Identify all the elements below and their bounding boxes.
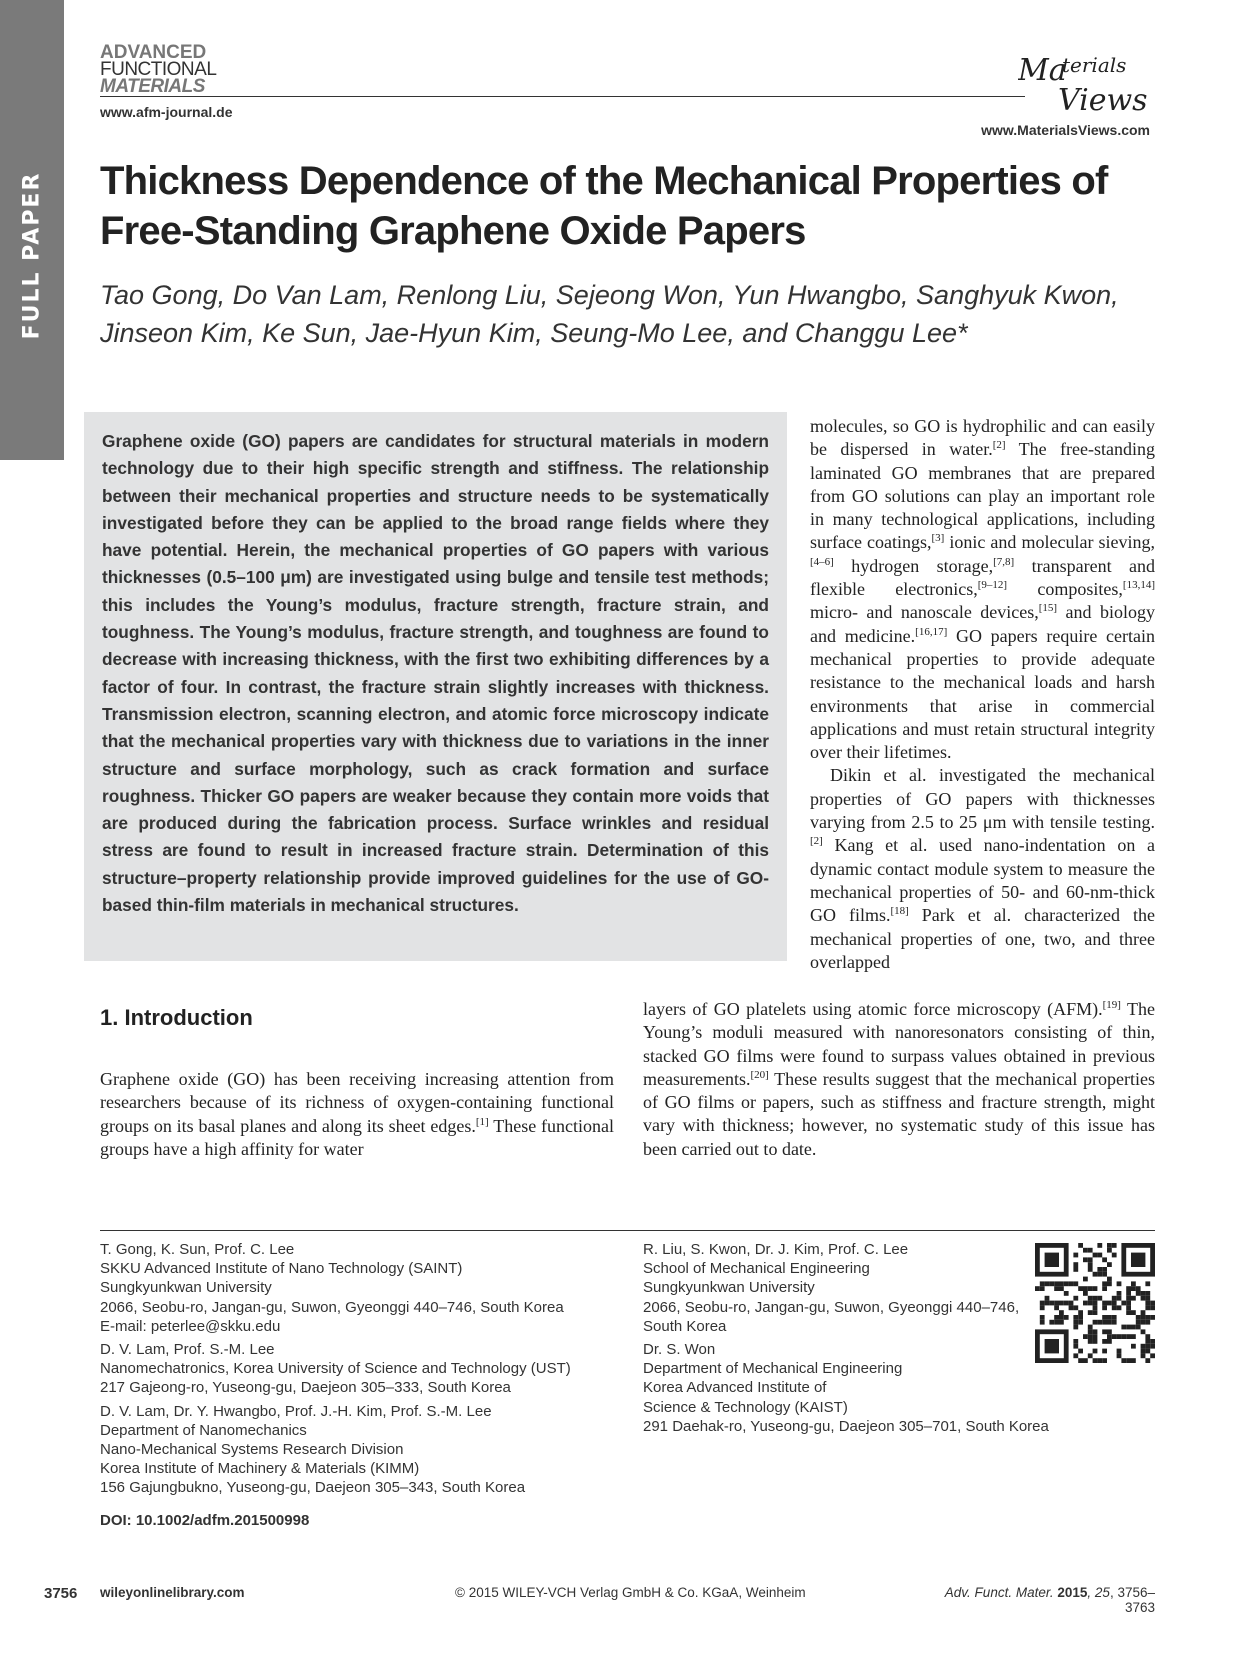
- qr-code-icon: [1035, 1243, 1155, 1363]
- affiliation-block: [100, 1340, 660, 1398]
- affiliation-line: Dr. S. Won: [643, 1341, 716, 1359]
- abstract-text: Graphene oxide (GO) papers are candidates for structural materials in modern technology due to their high specific strength and stiffness. The relationship between their mechanical properties and structure needs to be systematically investigated before they can be applied to the broad range fields where they have potential. Herein, the mechanical properties of GO papers with various thicknesses (0.5–100 μm) are investigated using bulge and tensile test methods; this includes the Young’s modulus, fracture strength, fracture strain, and toughness. The Young’s modulus, fracture strength, and toughness are found to decrease with increasing thickness, with the first two exhibiting differences by a factor of four. In contrast, the fracture strain slightly increases with thickness. Transmission electron, scanning electron, and atomic force microscopy indicate that the mechanical properties vary with thickness due to variations in the inner structure and surface morphology, such as crack formation and surface roughness. Thicker GO papers are weaker because they contain more voids that are produced during the fabrication process. Surface wrinkles and residual stress are found to result in increased fracture strain. Determination of this structure–property relationship provide improved guidelines for the use of GO-based thin-film materials in mechanical structures.: [102, 431, 769, 916]
- article-title: Thickness Dependence of the Mechanical Properties of Free-Standing Graphene Oxide Papers: [100, 159, 1108, 253]
- affiliations-right: [643, 1240, 1083, 1440]
- affiliation-line: 217 Gajeong-ro, Yuseong-gu, Daejeon 305–333, South Korea: [100, 1379, 511, 1397]
- author-list: Tao Gong, Do Van Lam, Renlong Liu, Sejeong Won, Yun Hwangbo, Sanghyuk Kwon, Jinseon Kim, Ke Sun, Jae-Hyun Kim, Seung-Mo Lee, and Changgu Lee*: [100, 280, 1119, 348]
- footer-copyright: © 2015 WILEY-VCH Verlag GmbH & Co. KGaA, Weinheim: [455, 1585, 806, 1600]
- affiliation-line: Korea Institute of Machinery & Materials (KIMM): [100, 1460, 420, 1478]
- affiliation-line: Department of Mechanical Engineering: [643, 1360, 903, 1378]
- body-column-right-lower: [643, 998, 1155, 1161]
- page-number: 3756: [44, 1585, 78, 1602]
- section-label: FULL PAPER: [19, 171, 45, 339]
- affiliation-line: 2066, Seobu-ro, Jangan-gu, Suwon, Gyeonggi 440–746, South Korea: [100, 1298, 564, 1316]
- affiliation-line: Nanomechatronics, Korea University of Science and Technology (UST): [100, 1360, 571, 1378]
- header-rule: [100, 96, 1025, 97]
- affiliation-block: [643, 1340, 1083, 1436]
- affiliation-line: Science & Technology (KAIST): [643, 1398, 848, 1416]
- affiliation-block: [100, 1402, 660, 1498]
- affiliations-rule: [100, 1230, 1155, 1231]
- affiliation-line: Sungkyunkwan University: [643, 1279, 815, 1297]
- affiliation-line: Sungkyunkwan University: [100, 1279, 272, 1297]
- affiliation-line: R. Liu, S. Kwon, Dr. J. Kim, Prof. C. Lee: [643, 1241, 909, 1258]
- journal-url[interactable]: www.afm-journal.de: [100, 104, 233, 120]
- affiliation-line: E-mail: peterlee@skku.edu: [100, 1317, 281, 1335]
- affiliation-line: Department of Nanomechanics: [100, 1421, 307, 1439]
- affiliation-line: Korea Advanced Institute of: [643, 1379, 827, 1397]
- body-column-left: Graphene oxide (GO) has been receiving increasing attention from researchers because of its richness of oxygen-containing functional groups on its basal planes and along its sheet edges.[1] These functional groups have a high affinity for water: [100, 1069, 614, 1159]
- body-paragraph: molecules, so GO is hydrophilic and can easily be dispersed in water.[2] The free-standing laminated GO membranes that are prepared from GO solutions can play an important role in many technological applications, including surface coatings,[3] ionic and molecular sieving,[4–6] hydrogen storage,[7,8] transparent and flexible electronics,[9–12] composites,[13,14] micro- and nanoscale devices,[15] and biology and medicine.[16,17] GO papers require certain mechanical properties to provide adequate resistance to the mechanical loads and harsh environments that arise in commercial applications and must retain structural integrity over their lifetimes.: [810, 416, 1156, 763]
- body-paragraph: layers of GO platelets using atomic force microscopy (AFM).[19] The Young’s moduli measured with nanoresonators consisting of thin, stacked GO films were found to surpass values obtained in previous measurements.[20] These results suggest that the mechanical properties of GO films or papers, such as stiffness and fracture strength, might vary with thickness; however, no systematic study of this issue has been carried out to date.: [643, 999, 1155, 1159]
- section-heading: 1. Introduction: [100, 1005, 253, 1030]
- affiliation-line: School of Mechanical Engineering: [643, 1260, 870, 1278]
- doi[interactable]: DOI: 10.1002/adfm.201500998: [100, 1512, 310, 1529]
- footer-citation: Adv. Funct. Mater. 2015, 25, 3756–3763: [944, 1585, 1155, 1615]
- affiliation-line: 291 Daehak-ro, Yuseong-gu, Daejeon 305–701, South Korea: [643, 1417, 1049, 1435]
- publisher-url[interactable]: www.MaterialsViews.com: [981, 122, 1150, 138]
- section-sidebar: [0, 0, 64, 460]
- affiliation-line: T. Gong, K. Sun, Prof. C. Lee: [100, 1241, 295, 1258]
- materials-views-logo: [1018, 48, 1153, 120]
- svg-text:terials: terials: [1062, 53, 1127, 77]
- body-column-right: [810, 415, 1155, 974]
- affiliation-line: South Korea: [643, 1317, 727, 1335]
- svg-text:Ma: Ma: [1018, 53, 1067, 88]
- affiliation-line: SKKU Advanced Institute of Nano Technology (SAINT): [100, 1260, 463, 1278]
- body-paragraph: Dikin et al. investigated the mechanical properties of GO papers with thicknesses varying from 2.5 to 25 μm with tensile testing.[2] Kang et al. used nano-indentation on a dynamic contact module system to measure the mechanical properties of 50- and 60-nm-thick GO films.[18] Park et al. characterized the mechanical properties of one, two, and three overlapped: [810, 765, 1155, 972]
- affiliation-block: [643, 1240, 1083, 1336]
- affiliations-left: [100, 1240, 660, 1502]
- affiliation-line: D. V. Lam, Dr. Y. Hwangbo, Prof. J.-H. Kim, Prof. S.-M. Lee: [100, 1402, 492, 1420]
- svg-text:Views: Views: [1058, 83, 1148, 118]
- affiliation-line: Nano-Mechanical Systems Research Division: [100, 1441, 404, 1459]
- affiliation-line: 2066, Seobu-ro, Jangan-gu, Suwon, Gyeonggi 440–746,: [643, 1298, 1020, 1316]
- footer-site[interactable]: wileyonlinelibrary.com: [100, 1585, 245, 1600]
- journal-logo: ADVANCED FUNCTIONAL MATERIALS: [100, 42, 217, 97]
- affiliation-line: 156 Gajungbukno, Yuseong-gu, Daejeon 305–343, South Korea: [100, 1479, 526, 1497]
- affiliation-block: [100, 1240, 660, 1336]
- affiliation-line: D. V. Lam, Prof. S.-M. Lee: [100, 1341, 275, 1359]
